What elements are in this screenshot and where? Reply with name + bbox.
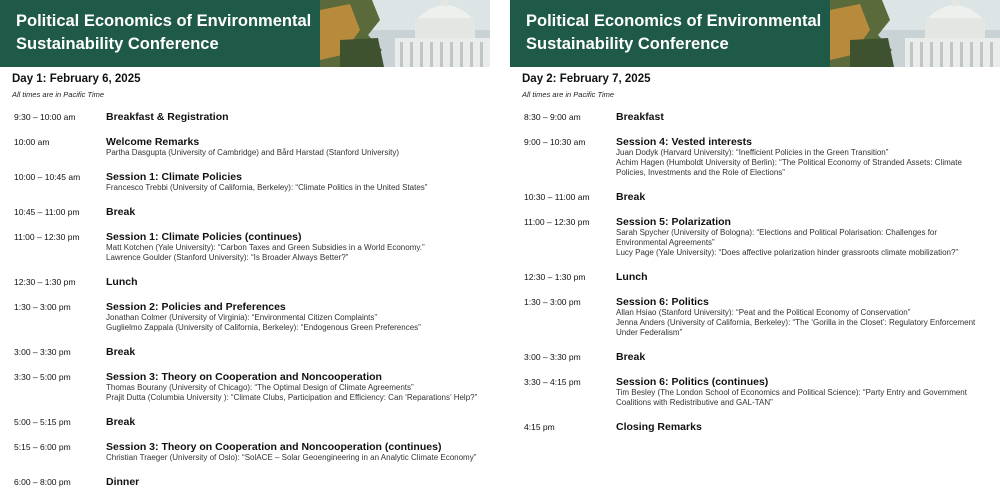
session-content: [106, 136, 490, 158]
session-content: [616, 376, 1000, 408]
session-time: 5:15 – 6:00 pm: [14, 442, 71, 452]
schedule-row: [0, 206, 490, 218]
session-time: 5:00 – 5:15 pm: [14, 417, 71, 427]
schedule-row: [510, 216, 1000, 258]
session-content: [106, 371, 490, 403]
conference-banner: [0, 0, 490, 67]
session-time: 1:30 – 3:00 pm: [14, 302, 71, 312]
session-title: Break: [616, 191, 646, 203]
talk-entry: Prajit Dutta (Columbia University ): “Climate Clubs, Participation and Efficiency: Can ‘Reparations’ Help?”: [106, 393, 478, 402]
talk-entry: Lucy Page (Yale University): “Does affective polarization hinder grassroots climate mobilization?”: [616, 248, 959, 257]
timezone-note: All times are in Pacific Time: [12, 90, 105, 99]
session-title: Session 5: Polarization: [616, 216, 731, 228]
schedule-row: [0, 171, 490, 193]
session-content: [106, 416, 490, 428]
session-content: [616, 351, 1000, 363]
session-title: Break: [106, 346, 136, 358]
session-time: 9:30 – 10:00 am: [14, 112, 76, 122]
session-title: Lunch: [616, 271, 648, 283]
session-title: Session 4: Vested interests: [616, 136, 752, 148]
day-heading: Day 1: February 6, 2025: [12, 73, 141, 85]
timezone-note: All times are in Pacific Time: [522, 90, 615, 99]
session-time: 10:45 – 11:00 pm: [14, 207, 80, 217]
talk-entry: Guglielmo Zappala (University of California, Berkeley): “Endogenous Green Preferences”: [106, 323, 421, 332]
talk-entry: Tim Besley (The London School of Economics and Political Science): “Party Entry and Government Coalitions with Redistributive and GAL-TAN”: [616, 388, 967, 407]
talk-entry: Partha Dasgupta (University of Cambridge) and Bård Harstad (Stanford University): [106, 148, 400, 157]
schedule-row: [0, 371, 490, 403]
conference-banner: [510, 0, 1000, 67]
session-content: [106, 476, 490, 488]
session-title: Closing Remarks: [616, 421, 702, 433]
schedule-row: [510, 271, 1000, 283]
talk-entry: Allan Hsiao (Stanford University): “Peat and the Political Economy of Conservation”: [616, 308, 911, 317]
schedule-row: [510, 296, 1000, 338]
session-title: Welcome Remarks: [106, 136, 200, 148]
session-time: 8:30 – 9:00 am: [524, 112, 581, 122]
session-content: [616, 216, 1000, 258]
schedule-row: [510, 376, 1000, 408]
session-content: [616, 296, 1000, 338]
schedule-row: [0, 441, 490, 463]
talk-entry: Juan Dodyk (Harvard University): “Inefficient Policies in the Green Transition”: [616, 148, 889, 157]
schedule-row: [0, 346, 490, 358]
session-title: Session 6: Politics: [616, 296, 709, 308]
day-1-panel: [0, 0, 490, 500]
session-time: 11:00 – 12:30 pm: [14, 232, 80, 242]
schedule-row: [0, 276, 490, 288]
talk-entry: Thomas Bourany (University of Chicago): “The Optimal Design of Climate Agreements”: [106, 383, 414, 392]
session-content: [106, 206, 490, 218]
talk-entry: Jonathan Colmer (University of Virginia): “Environmental Citizen Complaints”: [106, 313, 378, 322]
session-title: Session 6: Politics (continues): [616, 376, 769, 388]
session-time: 11:00 – 12:30 pm: [524, 217, 590, 227]
session-content: [106, 301, 490, 333]
session-content: [616, 421, 1000, 433]
schedule-list: [0, 111, 490, 488]
session-time: 10:00 – 10:45 am: [14, 172, 81, 182]
session-title: Lunch: [106, 276, 138, 288]
session-title: Break: [616, 351, 646, 363]
schedule-row: [510, 136, 1000, 178]
session-title: Session 1: Climate Policies: [106, 171, 242, 183]
talk-entry: Christian Traeger (University of Oslo): “SolACE – Solar Geoengineering in an Analytic Climate Economy”: [106, 453, 477, 462]
session-time: 3:30 – 4:15 pm: [524, 377, 581, 387]
session-content: [106, 441, 490, 463]
session-title: Session 1: Climate Policies (continues): [106, 231, 302, 243]
capitol-building-image: [830, 0, 1000, 67]
talk-entry: Achim Hagen (Humboldt University of Berlin): “The Political Economy of Stranded Assets: Climate Policies, Investments and the Role of Elections”: [616, 158, 962, 177]
talk-entry: Jenna Anders (University of California, Berkeley): “The ‘Gorilla in the Closet’: Regulatory Enforcement Under Federalism”: [616, 318, 976, 337]
schedule-row: [0, 111, 490, 123]
session-content: [106, 171, 490, 193]
talk-entry: Francesco Trebbi (University of California, Berkeley): “Climate Politics in the United States”: [106, 183, 428, 192]
schedule-row: [0, 231, 490, 263]
schedule-row: [0, 136, 490, 158]
schedule-list: [510, 111, 1000, 433]
session-time: 12:30 – 1:30 pm: [14, 277, 76, 287]
session-content: [616, 271, 1000, 283]
session-content: [616, 111, 1000, 123]
session-content: [106, 346, 490, 358]
capitol-building-image: [320, 0, 490, 67]
schedule-row: [0, 476, 490, 488]
session-time: 6:00 – 8:00 pm: [14, 477, 71, 487]
talk-entry: Sarah Spycher (University of Bologna): “Elections and Political Polarisation: Challenges for Environmental Agreements”: [616, 228, 938, 247]
session-content: [106, 276, 490, 288]
session-title: Break: [106, 206, 136, 218]
schedule-row: [0, 416, 490, 428]
conference-title: Political Economics of Environmental Sustainability Conference: [526, 12, 822, 53]
schedule-row: [510, 111, 1000, 123]
session-content: [106, 231, 490, 263]
schedule-row: [510, 421, 1000, 433]
session-title: Dinner: [106, 476, 140, 488]
session-time: 4:15 pm: [524, 422, 555, 432]
session-content: [106, 111, 490, 123]
schedule-row: [0, 301, 490, 333]
session-time: 9:00 – 10:30 am: [524, 137, 586, 147]
session-title: Break: [106, 416, 136, 428]
session-title: Breakfast: [616, 111, 664, 123]
session-title: Session 3: Theory on Cooperation and Noncooperation: [106, 371, 382, 383]
schedule-row: [510, 351, 1000, 363]
talk-entry: Matt Kotchen (Yale University): “Carbon Taxes and Green Subsidies in a World Economy.”: [106, 243, 425, 252]
session-title: Session 3: Theory on Cooperation and Noncooperation (continues): [106, 441, 442, 453]
session-content: [616, 191, 1000, 203]
day-2-panel: [510, 0, 1000, 500]
day-heading: Day 2: February 7, 2025: [522, 73, 651, 85]
session-time: 3:00 – 3:30 pm: [14, 347, 71, 357]
session-title: Breakfast & Registration: [106, 111, 229, 123]
schedule-row: [510, 191, 1000, 203]
session-time: 3:00 – 3:30 pm: [524, 352, 581, 362]
session-title: Session 2: Policies and Preferences: [106, 301, 286, 313]
talk-entry: Lawrence Goulder (Stanford University): “Is Broader Always Better?”: [106, 253, 349, 262]
session-content: [616, 136, 1000, 178]
conference-title: Political Economics of Environmental Sustainability Conference: [16, 12, 312, 53]
session-time: 10:30 – 11:00 am: [524, 192, 590, 202]
session-time: 10:00 am: [14, 137, 50, 147]
session-time: 1:30 – 3:00 pm: [524, 297, 581, 307]
session-time: 12:30 – 1:30 pm: [524, 272, 586, 282]
session-time: 3:30 – 5:00 pm: [14, 372, 71, 382]
